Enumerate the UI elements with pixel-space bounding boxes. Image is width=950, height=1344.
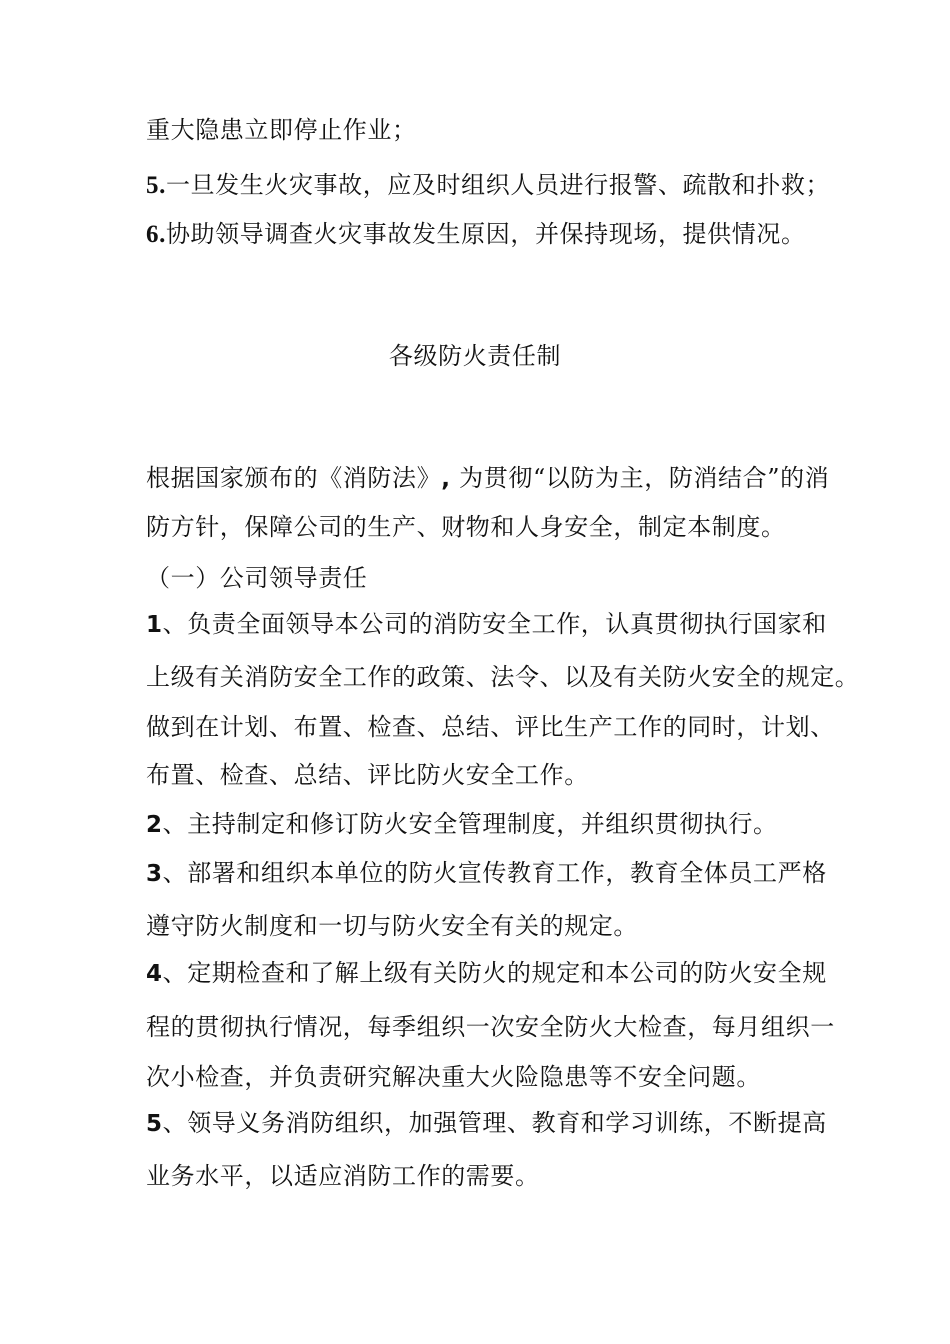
item-text: 、领导义务消防组织，加强管理、教育和学习训练，不断提高: [162, 1109, 827, 1137]
prev-section-line-1: [146, 114, 417, 146]
section-item-3-line-2: 遵守防火制度和一切与防火安全有关的规定。: [146, 912, 638, 940]
section-item-5-line-2: 业务水平，以适应消防工作的需要。: [146, 1162, 540, 1190]
item-text: 协助领导调查火灾事故发生原因，并保持现场，提供情况。: [165, 220, 806, 248]
section-item-5-line-1: [146, 1107, 827, 1140]
text-run: 根据国家颁布的《消防法》: [146, 464, 442, 492]
intro-line-2: 防方针，保障公司的生产、财物和人身安全，制定本制度。: [146, 513, 786, 541]
item-text: 一旦发生火灾事故，应及时组织人员进行报警、疏散和扑救；: [165, 171, 831, 199]
item-number: 3: [146, 861, 163, 887]
item-text: 、负责全面领导本公司的消防安全工作，认真贯彻执行国家和: [162, 610, 827, 638]
item-text: 、定期检查和了解上级有关防火的规定和本公司的防火安全规: [162, 959, 827, 987]
item-text: 、主持制定和修订防火安全管理制度，并组织贯彻执行。: [162, 810, 778, 838]
item-number: 5.: [146, 172, 166, 199]
document-title: 各级防火责任制: [388, 342, 562, 370]
section-item-4-line-3: 次小检查，并负责研究解决重大火险隐患等不安全问题。: [146, 1063, 761, 1091]
section-item-4-line-2: 程的贯彻执行情况，每季组织一次安全防火大检查，每月组织一: [146, 1013, 835, 1041]
text-run: 为贯彻“以防为主，防消结合”的消: [459, 464, 830, 492]
item-number: 6.: [146, 221, 166, 248]
section-item-4-line-1: [146, 957, 827, 990]
text-run-comma: ,: [441, 466, 460, 492]
section-heading: （一）公司领导责任: [146, 564, 368, 592]
item-number: 4: [146, 961, 163, 987]
section-item-1-line-4: 布置、检查、总结、评比防火安全工作。: [146, 761, 589, 789]
section-item-1-line-3: 做到在计划、布置、检查、总结、评比生产工作的同时，计划、: [146, 713, 835, 741]
item-text: 、部署和组织本单位的防火宣传教育工作，教育全体员工严格: [162, 859, 827, 887]
item-number: 5: [146, 1111, 163, 1137]
item-number: 1: [146, 612, 163, 638]
section-item-2-line-1: [146, 808, 778, 841]
item-number: 2: [146, 812, 163, 838]
prev-section-item-5: [146, 169, 830, 202]
intro-line-1: [146, 462, 829, 495]
section-item-3-line-1: [146, 857, 827, 890]
section-item-1-line-2: 上级有关消防安全工作的政策、法令、以及有关防火安全的规定。: [146, 663, 860, 691]
prev-section-item-6: [146, 218, 806, 251]
text-run: 重大隐患立即停止作业；: [146, 116, 417, 144]
section-item-1-line-1: [146, 608, 827, 641]
